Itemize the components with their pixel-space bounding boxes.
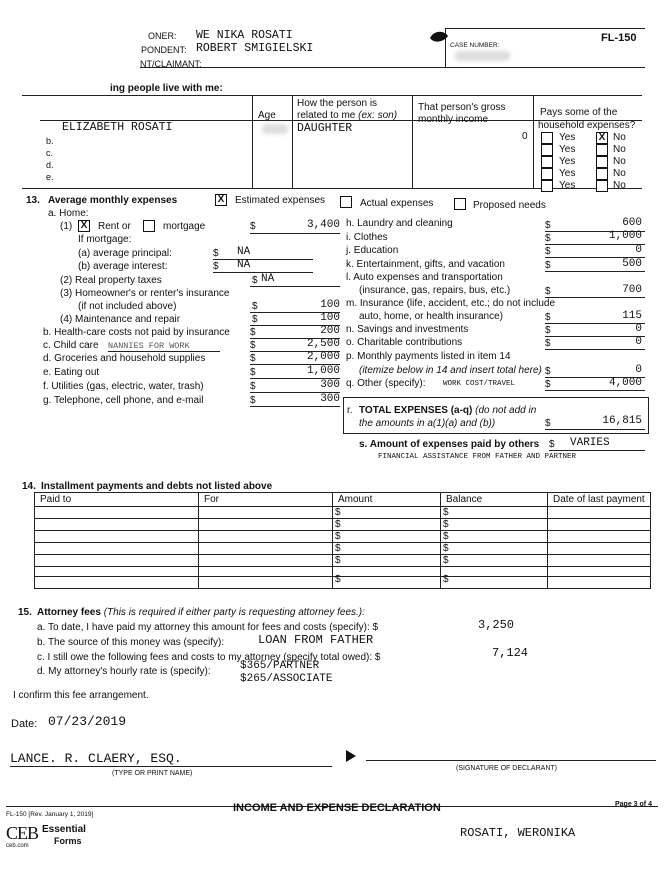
balance-dollar: $ <box>443 574 449 585</box>
dollar-sign: $ <box>545 418 551 429</box>
balance-dollar: $ <box>443 519 449 530</box>
groceries-label: d. Groceries and household supplies <box>43 353 206 364</box>
childcare-value: 2,500 <box>306 338 340 350</box>
name-caption: (TYPE OR PRINT NAME) <box>112 770 193 777</box>
dollar-sign: $ <box>545 312 551 323</box>
telephone-label: g. Telephone, cell phone, and e-mail <box>43 395 204 406</box>
ceb-logo <box>6 823 86 853</box>
fees-source-value: LOAN FROM FATHER <box>258 633 374 647</box>
auto-value: 700 <box>622 284 642 296</box>
eating-label: e. Eating out <box>43 367 100 378</box>
balance-dollar: $ <box>443 507 449 518</box>
total-expenses-label: TOTAL EXPENSES (a-q) (do not add in <box>359 405 537 416</box>
auto-label-2: (insurance, gas, repairs, bus, etc.) <box>359 285 511 296</box>
header-petitioner-label: ONER: <box>148 31 177 41</box>
row-a-no-checkbox[interactable]: X <box>596 132 608 144</box>
hourly-rate-value-2: $265/ASSOCIATE <box>240 673 333 685</box>
household-row-letter: c. <box>46 148 54 158</box>
amount-dollar: $ <box>335 555 341 566</box>
estimated-expenses-checkbox[interactable]: X <box>215 194 227 206</box>
total-letter: r. <box>347 405 353 416</box>
maintenance-value: 100 <box>320 312 340 324</box>
row-e-no-checkbox[interactable] <box>596 180 608 192</box>
row-c-yes-checkbox[interactable] <box>541 156 553 168</box>
actual-expenses-label: Actual expenses <box>360 198 434 209</box>
header-respondent-value: ROBERT SMIGIELSKI <box>196 42 314 55</box>
savings-label: n. Savings and investments <box>346 324 469 335</box>
amount-dollar: $ <box>335 507 341 518</box>
other-insurance-label-2: auto, home, or health insurance) <box>359 311 503 322</box>
fees-owed-label: c. I still owe the following fees and costs to my attorney (specify total owed): $ <box>37 652 381 663</box>
monthly-payments-label-1: p. Monthly payments listed in item 14 <box>346 351 511 362</box>
estimated-expenses-label: Estimated expenses <box>235 195 326 206</box>
no-label: No <box>613 180 626 191</box>
dollar-sign: $ <box>545 366 551 377</box>
rent-checkbox[interactable]: X <box>78 220 90 232</box>
confirm-label: I confirm this fee arrangement. <box>13 690 149 701</box>
balance-dollar: $ <box>443 555 449 566</box>
fees-paid-value: 3,250 <box>478 618 515 632</box>
other-value: 4,000 <box>608 377 642 389</box>
dollar-sign: $ <box>250 327 256 338</box>
dollar-sign: $ <box>545 338 551 349</box>
clothes-value: 1,000 <box>608 230 642 242</box>
hourly-rate-value-1: $365/PARTNER <box>240 660 320 672</box>
yes-label: Yes <box>559 132 576 143</box>
household-row-letter: d. <box>46 160 54 170</box>
eating-value: 1,000 <box>306 365 340 377</box>
other-insurance-label-1: m. Insurance (life, accident, etc.; do not include <box>346 298 555 309</box>
col-income-header-1: That person's gross <box>418 102 506 113</box>
total-expenses-note: the amounts in a(1)(a) and (b)) <box>359 418 496 429</box>
childcare-label: c. Child care <box>43 340 99 351</box>
row-b-no-checkbox[interactable] <box>596 144 608 156</box>
case-number-label: CASE NUMBER: <box>450 42 500 49</box>
fees-paid-label: a. To date, I have paid my attorney this amount for fees and costs (specify): $ <box>37 622 379 633</box>
redaction-blur <box>262 124 288 134</box>
yes-label: Yes <box>559 168 576 179</box>
section14-title: Installment payments and debts not listed above <box>41 481 273 492</box>
dollar-sign: $ <box>213 261 219 272</box>
redaction-blur <box>455 51 510 61</box>
paid-by-others-note: FINANCIAL ASSISTANCE FROM FATHER AND PARTNER <box>378 453 577 461</box>
dollar-sign: $ <box>549 439 555 450</box>
interest-label: (b) average interest: <box>78 261 168 272</box>
arrow-right-icon <box>346 750 356 762</box>
logo-forms: Forms <box>54 836 82 846</box>
footer-form-rev: FL-150 [Rev. January 1, 2019] <box>6 811 94 818</box>
household-row-letter: b. <box>46 136 54 146</box>
dollar-sign: $ <box>545 260 551 271</box>
signature-caption: (SIGNATURE OF DECLARANT) <box>456 765 557 772</box>
interest-value: NA <box>237 259 251 271</box>
other-note: WORK COST/TRAVEL <box>443 380 516 388</box>
rent-label: Rent or <box>98 221 131 232</box>
col-pays-header-2: household expenses? <box>538 120 636 131</box>
principal-label: (a) average principal: <box>78 248 172 259</box>
other-label: q. Other (specify): <box>346 378 426 389</box>
header-respondent-label: PONDENT: <box>141 45 187 55</box>
logo-ceb: CEB <box>6 823 39 843</box>
dollar-sign: $ <box>250 367 256 378</box>
monthly-payments-value: 0 <box>635 364 642 376</box>
charity-value: 0 <box>635 336 642 348</box>
dollar-sign: $ <box>545 233 551 244</box>
dollar-sign: $ <box>250 221 256 232</box>
col-paid-to: Paid to <box>40 494 72 505</box>
col-pays-header-1: Pays some of the <box>540 107 618 118</box>
row-e-yes-checkbox[interactable] <box>541 180 553 192</box>
no-label: No <box>613 144 626 155</box>
section13-number: 13. <box>26 195 40 206</box>
yes-label: Yes <box>559 180 576 191</box>
health-value: 200 <box>320 325 340 337</box>
property-tax-value: NA <box>261 273 275 285</box>
clothes-label: i. Clothes <box>346 232 388 243</box>
col-balance: Balance <box>446 494 483 505</box>
col-income-header-2: monthly income <box>418 114 489 125</box>
fees-owed-value: 7,124 <box>492 646 529 660</box>
childcare-note: NANNIES FOR WORK <box>108 341 190 351</box>
header-petitioner-value: WE NIKA ROSATI <box>196 29 293 42</box>
no-label: No <box>613 132 626 143</box>
balance-dollar: $ <box>443 531 449 542</box>
balance-dollar: $ <box>443 543 449 554</box>
yes-label: Yes <box>559 156 576 167</box>
footer-name: ROSATI, WERONIKA <box>460 826 576 840</box>
property-tax-label: (2) Real property taxes <box>60 275 162 286</box>
education-label: j. Education <box>346 245 399 256</box>
entertainment-label: k. Entertainment, gifts, and vacation <box>346 259 505 270</box>
education-value: 0 <box>635 244 642 256</box>
dollar-sign: $ <box>250 381 256 392</box>
paid-by-others-label: s. Amount of expenses paid by others <box>359 439 540 450</box>
dollar-sign: $ <box>545 220 551 231</box>
household-row-a-relation: DAUGHTER <box>297 122 353 135</box>
dollar-sign: $ <box>250 340 256 351</box>
row-d-no-checkbox[interactable] <box>596 168 608 180</box>
date-value: 07/23/2019 <box>48 714 127 729</box>
row-c-no-checkbox[interactable] <box>596 156 608 168</box>
home-label: a. Home: <box>48 208 89 219</box>
actual-expenses-checkbox[interactable] <box>340 196 352 208</box>
no-label: No <box>613 156 626 167</box>
laundry-value: 600 <box>622 217 642 229</box>
logo-url: ceb.com <box>6 843 29 849</box>
household-heading: ing people live with me: <box>110 83 223 94</box>
telephone-value: 300 <box>320 393 340 405</box>
attorney-name: LANCE. R. CLAERY, ESQ. <box>10 751 182 766</box>
dollar-sign: $ <box>252 275 258 286</box>
paid-by-others-value: VARIES <box>570 437 610 449</box>
row-d-yes-checkbox[interactable] <box>541 168 553 180</box>
principal-value: NA <box>237 246 251 258</box>
col-amount: Amount <box>338 494 373 505</box>
fees-source-label: b. The source of this money was (specify): <box>37 637 225 648</box>
maintenance-label: (4) Maintenance and repair <box>60 314 181 325</box>
groceries-value: 2,000 <box>306 351 340 363</box>
dollar-sign: $ <box>252 314 258 325</box>
entertainment-value: 500 <box>622 258 642 270</box>
header-claimant-label: NT/CLAIMANT: <box>140 59 202 69</box>
household-row-a-name: ELIZABETH ROSATI <box>62 121 173 134</box>
col-date-last-payment: Date of last payment <box>553 494 645 505</box>
auto-label-1: l. Auto expenses and transportation <box>346 272 503 283</box>
yes-label: Yes <box>559 144 576 155</box>
proposed-needs-label: Proposed needs <box>473 200 546 211</box>
dollar-sign: $ <box>545 286 551 297</box>
row-a-yes-checkbox[interactable] <box>541 132 553 144</box>
monthly-payments-label-2: (itemize below in 14 and insert total here) <box>359 365 542 376</box>
rent-number: (1) <box>60 221 73 232</box>
insurance-label-1: (3) Homeowner's or renter's insurance <box>60 288 230 299</box>
section15-number: 15. <box>18 607 32 618</box>
mortgage-label: mortgage <box>163 221 206 232</box>
amount-dollar: $ <box>335 543 341 554</box>
col-related-header-1: How the person is <box>297 98 378 109</box>
dollar-sign: $ <box>252 301 258 312</box>
laundry-label: h. Laundry and cleaning <box>346 218 453 229</box>
household-row-letter: e. <box>46 172 54 182</box>
paper-hole-icon <box>428 28 450 46</box>
footer-title: INCOME AND EXPENSE DECLARATION <box>233 802 441 814</box>
total-expenses-value: 16,815 <box>602 415 642 427</box>
savings-value: 0 <box>635 323 642 335</box>
dollar-sign: $ <box>545 325 551 336</box>
rent-amount: 3,400 <box>306 219 340 231</box>
col-for: For <box>204 494 219 505</box>
proposed-needs-checkbox[interactable] <box>454 198 466 210</box>
section14-number: 14. <box>22 481 36 492</box>
household-row-a-income: 0 <box>522 131 528 142</box>
health-label: b. Health-care costs not paid by insurance <box>43 327 230 338</box>
section15-title: Attorney fees (This is required if either party is requesting attorney fees.): <box>37 607 365 618</box>
date-label: Date: <box>11 718 38 730</box>
section13-title: Average monthly expenses <box>48 195 178 206</box>
amount-dollar: $ <box>335 531 341 542</box>
row-b-yes-checkbox[interactable] <box>541 144 553 156</box>
charity-label: o. Charitable contributions <box>346 337 463 348</box>
if-mortgage-label: If mortgage: <box>78 234 132 245</box>
dollar-sign: $ <box>545 246 551 257</box>
no-label: No <box>613 168 626 179</box>
amount-dollar: $ <box>335 574 341 585</box>
logo-essential: Essential <box>42 824 86 835</box>
col-age-header: Age <box>258 110 276 121</box>
hourly-rate-label: d. My attorney's hourly rate is (specify): <box>37 666 211 677</box>
dollar-sign: $ <box>250 395 256 406</box>
insurance-value: 100 <box>320 299 340 311</box>
amount-dollar: $ <box>335 519 341 530</box>
utilities-label: f. Utilities (gas, electric, water, trash) <box>43 381 204 392</box>
dollar-sign: $ <box>545 379 551 390</box>
other-insurance-value: 115 <box>622 310 642 322</box>
form-id: FL-150 <box>601 32 637 44</box>
insurance-label-2: (if not included above) <box>78 301 177 312</box>
col-related-header-2: related to me (ex: son) <box>297 110 398 121</box>
footer-page: Page 3 of 4 <box>615 801 652 808</box>
mortgage-checkbox[interactable] <box>143 220 155 232</box>
dollar-sign: $ <box>213 248 219 259</box>
dollar-sign: $ <box>250 353 256 364</box>
utilities-value: 300 <box>320 379 340 391</box>
